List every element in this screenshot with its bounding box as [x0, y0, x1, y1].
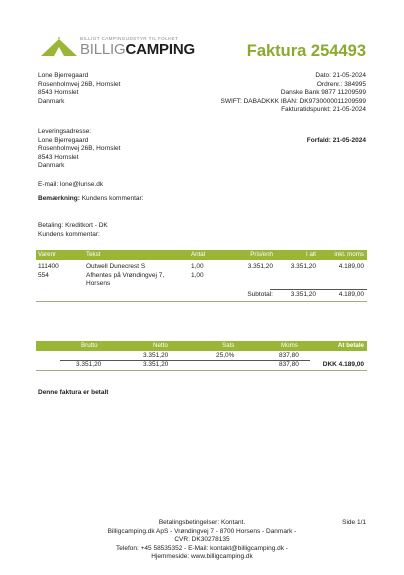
- footer-contact: Telefon: +45 58535352 - E-Mail: kontakt@billigcamping.dk -: [116, 544, 288, 552]
- col-i-alt: I alt: [306, 251, 316, 258]
- brand-name: [80, 41, 195, 58]
- paid-note: Denne faktura er betalt: [38, 389, 109, 396]
- subtotal-label: Subtotal:: [247, 291, 273, 298]
- totals-brutto-sum: 3.351,20: [76, 361, 102, 368]
- col-antal: Antal: [191, 251, 206, 258]
- row-qty-1: 1,00: [191, 263, 204, 270]
- row-text-2: Afhentes på Vrøndingvej 7,: [86, 271, 165, 279]
- row-sku-2: 554: [38, 271, 49, 279]
- subtotal-incl-value: 4.189,00: [338, 291, 364, 298]
- col-brutto: Brutto: [81, 342, 98, 349]
- customer-comment: Kundens kommentar:: [38, 230, 100, 238]
- items-table-header: [36, 250, 367, 260]
- delivery-name: Lone Bjerregaard: [38, 136, 89, 144]
- row-text-3: Horsens: [86, 280, 111, 288]
- customer-city: 8543 Hornslet: [38, 89, 79, 97]
- delivery-address: [38, 128, 120, 171]
- amount-to-pay: DKK 4.189,00: [322, 361, 364, 368]
- customer-email: E-mail: lone@lunse.dk: [38, 181, 104, 188]
- subtotal-value: 3.351,20: [290, 291, 316, 298]
- totals-vat-sum: 837,80: [279, 361, 299, 368]
- col-inkl-moms: inkl. moms: [334, 251, 364, 258]
- col-netto: Netto: [153, 342, 168, 349]
- delivery-city: 8543 Hornslet: [38, 153, 79, 161]
- subtotal-row: [36, 291, 367, 301]
- col-pris-enh: Pris/enh: [250, 251, 273, 258]
- totals-table-bottom-line: [36, 370, 367, 371]
- footer-company: Billigcamping.dk ApS - Vrøndingvej 7 - 8700 Horsens - Danmark -: [107, 527, 297, 535]
- swift-iban: SWIFT: DABADKKK IBAN: DK9730000011209599: [220, 97, 366, 105]
- table-row: [36, 263, 367, 289]
- totals-vat: 837,80: [279, 352, 299, 359]
- customer-country: Danmark: [38, 97, 65, 105]
- customer-name: Lone Bjerregaard: [38, 72, 89, 79]
- invoice-date: Dato: 21-05-2024: [315, 72, 366, 79]
- due-date: Forfald: 21-05-2024: [306, 137, 366, 144]
- payment-method: Betaling: Kreditkort - DK: [38, 222, 108, 229]
- bank-info: Danske Bank 9877 11209599: [280, 89, 366, 97]
- invoice-meta: [221, 72, 367, 115]
- tent-icon: [40, 37, 78, 57]
- totals-netto: 3.351,20: [143, 352, 169, 359]
- col-varenr: Varenr: [38, 251, 57, 258]
- invoice-title: Faktura 254493: [246, 42, 366, 60]
- col-tekst: Tekst: [86, 251, 101, 258]
- remark-text: Kundens kommentar:: [81, 195, 144, 202]
- col-moms: Moms: [281, 342, 298, 349]
- remark: [38, 195, 144, 204]
- invoice-timestamp: Fakturatidspunkt: 21-05-2024: [281, 106, 366, 114]
- subtotal-divider: [270, 289, 367, 290]
- totals-netto-sum: 3.351,20: [143, 361, 169, 368]
- brand-tagline: BILLIGT CAMPINGUDSTYR TIL FOLKET: [80, 36, 179, 41]
- row-text-1: Outwell Dunecrest S: [86, 263, 146, 270]
- customer-address: [38, 72, 120, 106]
- col-at-betale: At betale: [337, 342, 364, 349]
- totals-table-header: [36, 341, 367, 351]
- page-number: Side 1/1: [342, 519, 366, 526]
- col-sats: Sats: [222, 342, 235, 349]
- row-qty-2: 1,00: [191, 271, 204, 279]
- totals-rate: 25,0%: [216, 352, 235, 359]
- footer-terms: Betalingsbetingelser: Kontant.: [158, 519, 246, 526]
- payment-block: [38, 222, 108, 239]
- totals-sum-row: [36, 361, 367, 370]
- delivery-country: Danmark: [38, 162, 65, 170]
- delivery-street: Rosenholmvej 26B, Hornslet: [38, 145, 121, 153]
- row-sku-1: 111400: [38, 263, 59, 270]
- customer-street: Rosenholmvej 26B, Hornslet: [38, 80, 121, 88]
- remark-label: Bemærkning:: [38, 195, 80, 202]
- items-table-bottom-line: [36, 301, 367, 302]
- footer-cvr: CVR: DK30278135: [174, 536, 230, 544]
- row-unit-price: 3.351,20: [247, 263, 273, 270]
- row-total: 3.351,20: [290, 263, 316, 270]
- order-number: Ordrenr.: 384995: [316, 80, 366, 88]
- row-incl-vat: 4.189,00: [338, 263, 364, 270]
- brand-name-bold: CAMPING: [125, 41, 195, 58]
- brand-name-light: BILLIG: [80, 41, 126, 58]
- footer-web: Hjemmeside: www.billigcamping.dk: [151, 553, 253, 561]
- footer: [0, 519, 404, 562]
- delivery-heading: Leveringsadresse:: [38, 128, 92, 135]
